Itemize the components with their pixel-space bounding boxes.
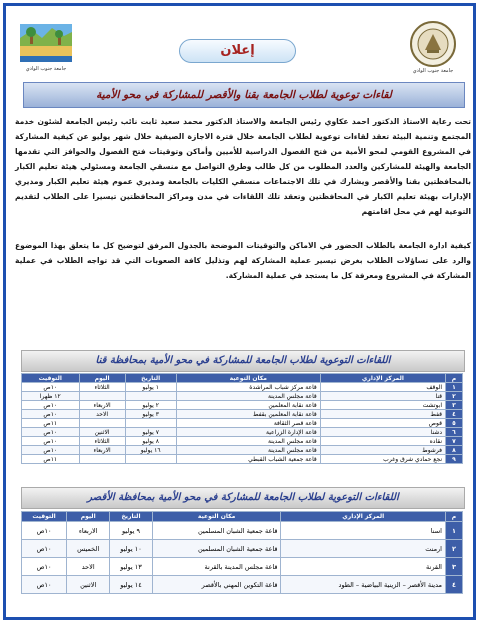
table-row bbox=[22, 437, 463, 446]
table-cell: قاعة نقابة المعلمين بقفط bbox=[176, 410, 320, 419]
table-row bbox=[22, 576, 463, 594]
table-row bbox=[22, 455, 463, 464]
page-headline: لقاءات توعوية لطلاب الجامعة بقنا والأقصر للمشاركة في محو الأمية bbox=[23, 82, 465, 108]
announcement-badge: إعلان bbox=[179, 39, 296, 63]
table-cell: الاربعاء bbox=[67, 522, 110, 540]
table-cell: الاحد bbox=[79, 410, 125, 419]
table-cell bbox=[125, 392, 176, 401]
table-cell bbox=[79, 419, 125, 428]
table-cell bbox=[79, 392, 125, 401]
table-row bbox=[22, 558, 463, 576]
table-cell: ٣ يوليو bbox=[125, 410, 176, 419]
table-cell: اسنا bbox=[281, 522, 446, 540]
table-cell: قاعة جمعية الشبان المسلمين bbox=[152, 522, 281, 540]
qena-schedule-table bbox=[21, 373, 463, 464]
table-cell: قنا bbox=[320, 392, 445, 401]
university-seal-icon bbox=[405, 20, 461, 68]
table-cell: ١٦ يوليو bbox=[125, 446, 176, 455]
table-cell: ٨ bbox=[446, 446, 463, 455]
table-cell: ٢ يوليو bbox=[125, 401, 176, 410]
table-cell bbox=[125, 455, 176, 464]
table-cell: ٨ يوليو bbox=[125, 437, 176, 446]
left-logo-caption: جامعة جنوب الوادي bbox=[25, 66, 67, 72]
table-cell: ٢ bbox=[446, 392, 463, 401]
table-cell: قاعة التكوين المهني بالأقصر bbox=[152, 576, 281, 594]
table-cell bbox=[79, 455, 125, 464]
table-cell: قاعة نقابة المعلمين bbox=[176, 401, 320, 410]
table-cell: دشنا bbox=[320, 428, 445, 437]
table-cell: الثلاثاء bbox=[79, 383, 125, 392]
column-header: التاريخ bbox=[125, 374, 176, 383]
table-cell: الخميس bbox=[67, 540, 110, 558]
table-cell: قاعة مجلس المدينة بالقرنة bbox=[152, 558, 281, 576]
table-cell: الوقف bbox=[320, 383, 445, 392]
table-row bbox=[22, 410, 463, 419]
table-row bbox=[22, 419, 463, 428]
table-row bbox=[22, 392, 463, 401]
column-header: مكان التوعية bbox=[176, 374, 320, 383]
table-cell: ٧ bbox=[446, 437, 463, 446]
table-cell bbox=[125, 419, 176, 428]
table-cell: ١٠ص bbox=[22, 383, 80, 392]
column-header: م bbox=[446, 374, 463, 383]
column-header: التاريخ bbox=[110, 512, 152, 522]
luxor-table-title: اللقاءات التوعوية لطلاب الجامعة للمشاركة في محو الأمية بمحافظة الأقصر bbox=[21, 487, 465, 509]
table-cell: قاعة الإدارة الزراعية bbox=[176, 428, 320, 437]
table-cell: القرنة bbox=[281, 558, 446, 576]
table-row bbox=[22, 383, 463, 392]
table-cell: قاعة جمعية الشبان المسلمين bbox=[152, 540, 281, 558]
left-university-logo bbox=[18, 20, 74, 78]
table-cell: ١٠ص bbox=[22, 401, 80, 410]
table-cell: قاعة جمعية الشباب القبطي bbox=[176, 455, 320, 464]
qena-table-title: اللقاءات التوعوية لطلاب الجامعة للمشاركة في محو الأمية بمحافظة قنا bbox=[21, 350, 465, 372]
table-cell: نقاده bbox=[320, 437, 445, 446]
column-header: التوقيت bbox=[22, 374, 80, 383]
table-cell: ١٠ص bbox=[22, 576, 67, 594]
poster-frame bbox=[3, 3, 476, 620]
table-cell: ١٠ يوليو bbox=[110, 540, 152, 558]
table-cell: ابوتشت bbox=[320, 401, 445, 410]
table-cell: ١ يوليو bbox=[125, 383, 176, 392]
table-cell: ٩ يوليو bbox=[110, 522, 152, 540]
column-header: التوقيت bbox=[22, 512, 67, 522]
table-cell: ١٤ يوليو bbox=[110, 576, 152, 594]
column-header: مكان التوعية bbox=[152, 512, 281, 522]
table-cell: ١ bbox=[446, 383, 463, 392]
column-header: م bbox=[446, 512, 463, 522]
table-cell: نجع حمادي شرق وغرب bbox=[320, 455, 445, 464]
table-cell: الاربعاء bbox=[79, 401, 125, 410]
table-cell: الاربعاء bbox=[79, 446, 125, 455]
column-header: المركز الإداري bbox=[281, 512, 446, 522]
table-cell: فرشوط bbox=[320, 446, 445, 455]
table-cell: قفط bbox=[320, 410, 445, 419]
table-cell: ١٠ص bbox=[22, 522, 67, 540]
column-header: اليوم bbox=[79, 374, 125, 383]
table-cell: ارمنت bbox=[281, 540, 446, 558]
table-cell: ٤ bbox=[446, 410, 463, 419]
table-cell: ٦ bbox=[446, 428, 463, 437]
table-cell: ١٠ص bbox=[22, 540, 67, 558]
table-cell: ١٢ ظهرا bbox=[22, 392, 80, 401]
table-cell: الاثنين bbox=[79, 428, 125, 437]
table-cell: ٢ bbox=[446, 540, 463, 558]
table-cell: ١٠ص bbox=[22, 558, 67, 576]
table-cell: قاعة مجلس المدينة bbox=[176, 392, 320, 401]
table-cell: ٣ bbox=[446, 401, 463, 410]
intro-paragraph: تحت رعاية الاستاذ الدكتور احمد عكاوي رئيس الجامعة والاستاذ الدكتور محمد سعيد ثابت نائب رئيس الجامعة لشئون خدمة المجتمع وتنمية البيئة تعقد لقاءات توعوية لطلاب الجامعة خلال فترة الاجازة الصيفية خلال شهر يوليو عن كيفية المشاركة في المشروع القومي لمحو الأمية من فتح الفصول الدراسية للأميين وأماكن وتوقيتات فتح الفصول والحوافز التي تقدمها الجامعة والهيئة للمشاركين والعدد المطلوب من كل طالب وطرق التواصل مع منسقي الجامعة ومسئولي هيئة تعليم الكبار بالمحافظتين بقنا والأقصر ويشارك في تلك الاجتماعات منسقي الكليات بالجامعة ومديري عموم هيئة تعليم الكبار ومديري الإدارات بهيئة تعليم الكبار في المحافظتين وتعقد تلك اللقاءات في مدن ومراكز المحافظتين تيسيرا على الطلاب لتقديم التوعية لهم في محل اقامتهم bbox=[15, 117, 471, 216]
table-cell: ٤ bbox=[446, 576, 463, 594]
details-paragraph: كيفية ادارة الجامعة بالطلاب الحضور في الاماكن والتوقيتات الموضحة بالجدول المرفق لتوضيح كل ما يتعلق بهذا الموضوع والرد على تساؤلات الطلاب بغرض تيسير عملية المشاركة لهم وتذليل كافة الصعوبات التي قد تواجه الطلاب في عملية المشاركة في المشروع ومعرفة كل ما يستجد في عملية المشاركة. bbox=[15, 241, 471, 280]
table-cell: ٧ يوليو bbox=[125, 428, 176, 437]
table-cell: قوص bbox=[320, 419, 445, 428]
table-cell: الثلاثاء bbox=[79, 437, 125, 446]
table-row bbox=[22, 522, 463, 540]
table-cell: ١١ص bbox=[22, 455, 80, 464]
table-cell: ١٣ يوليو bbox=[110, 558, 152, 576]
table-cell: قاعة مجلس المدينة bbox=[176, 437, 320, 446]
table-cell: قاعة مجلس المدينة bbox=[176, 446, 320, 455]
table-cell: ٥ bbox=[446, 419, 463, 428]
table-cell: ١٠ص bbox=[22, 437, 80, 446]
table-row bbox=[22, 401, 463, 410]
table-cell: مدينة الأقصر – الزينية البياضية – الطود bbox=[281, 576, 446, 594]
table-cell: ١٠ص bbox=[22, 410, 80, 419]
table-cell: ١١ص bbox=[22, 419, 80, 428]
luxor-schedule-table bbox=[21, 511, 463, 594]
table-cell: ١ bbox=[446, 522, 463, 540]
table-row bbox=[22, 540, 463, 558]
table-row bbox=[22, 428, 463, 437]
column-header: اليوم bbox=[67, 512, 110, 522]
table-cell: قاعة مركز شباب المراشدة bbox=[176, 383, 320, 392]
column-header: المركز الإداري bbox=[320, 374, 445, 383]
table-row bbox=[22, 446, 463, 455]
table-cell: قاعة قصر الثقافة bbox=[176, 419, 320, 428]
landscape-logo-icon bbox=[18, 20, 74, 64]
table-cell: الاثنين bbox=[67, 576, 110, 594]
table-cell: ١٠ص bbox=[22, 428, 80, 437]
table-cell: ١٠ص bbox=[22, 446, 80, 455]
table-cell: ٣ bbox=[446, 558, 463, 576]
table-cell: ٩ bbox=[446, 455, 463, 464]
right-logo-caption: جامعة جنوب الوادي bbox=[412, 68, 454, 74]
right-university-logo bbox=[405, 20, 461, 78]
table-cell: الاحد bbox=[67, 558, 110, 576]
